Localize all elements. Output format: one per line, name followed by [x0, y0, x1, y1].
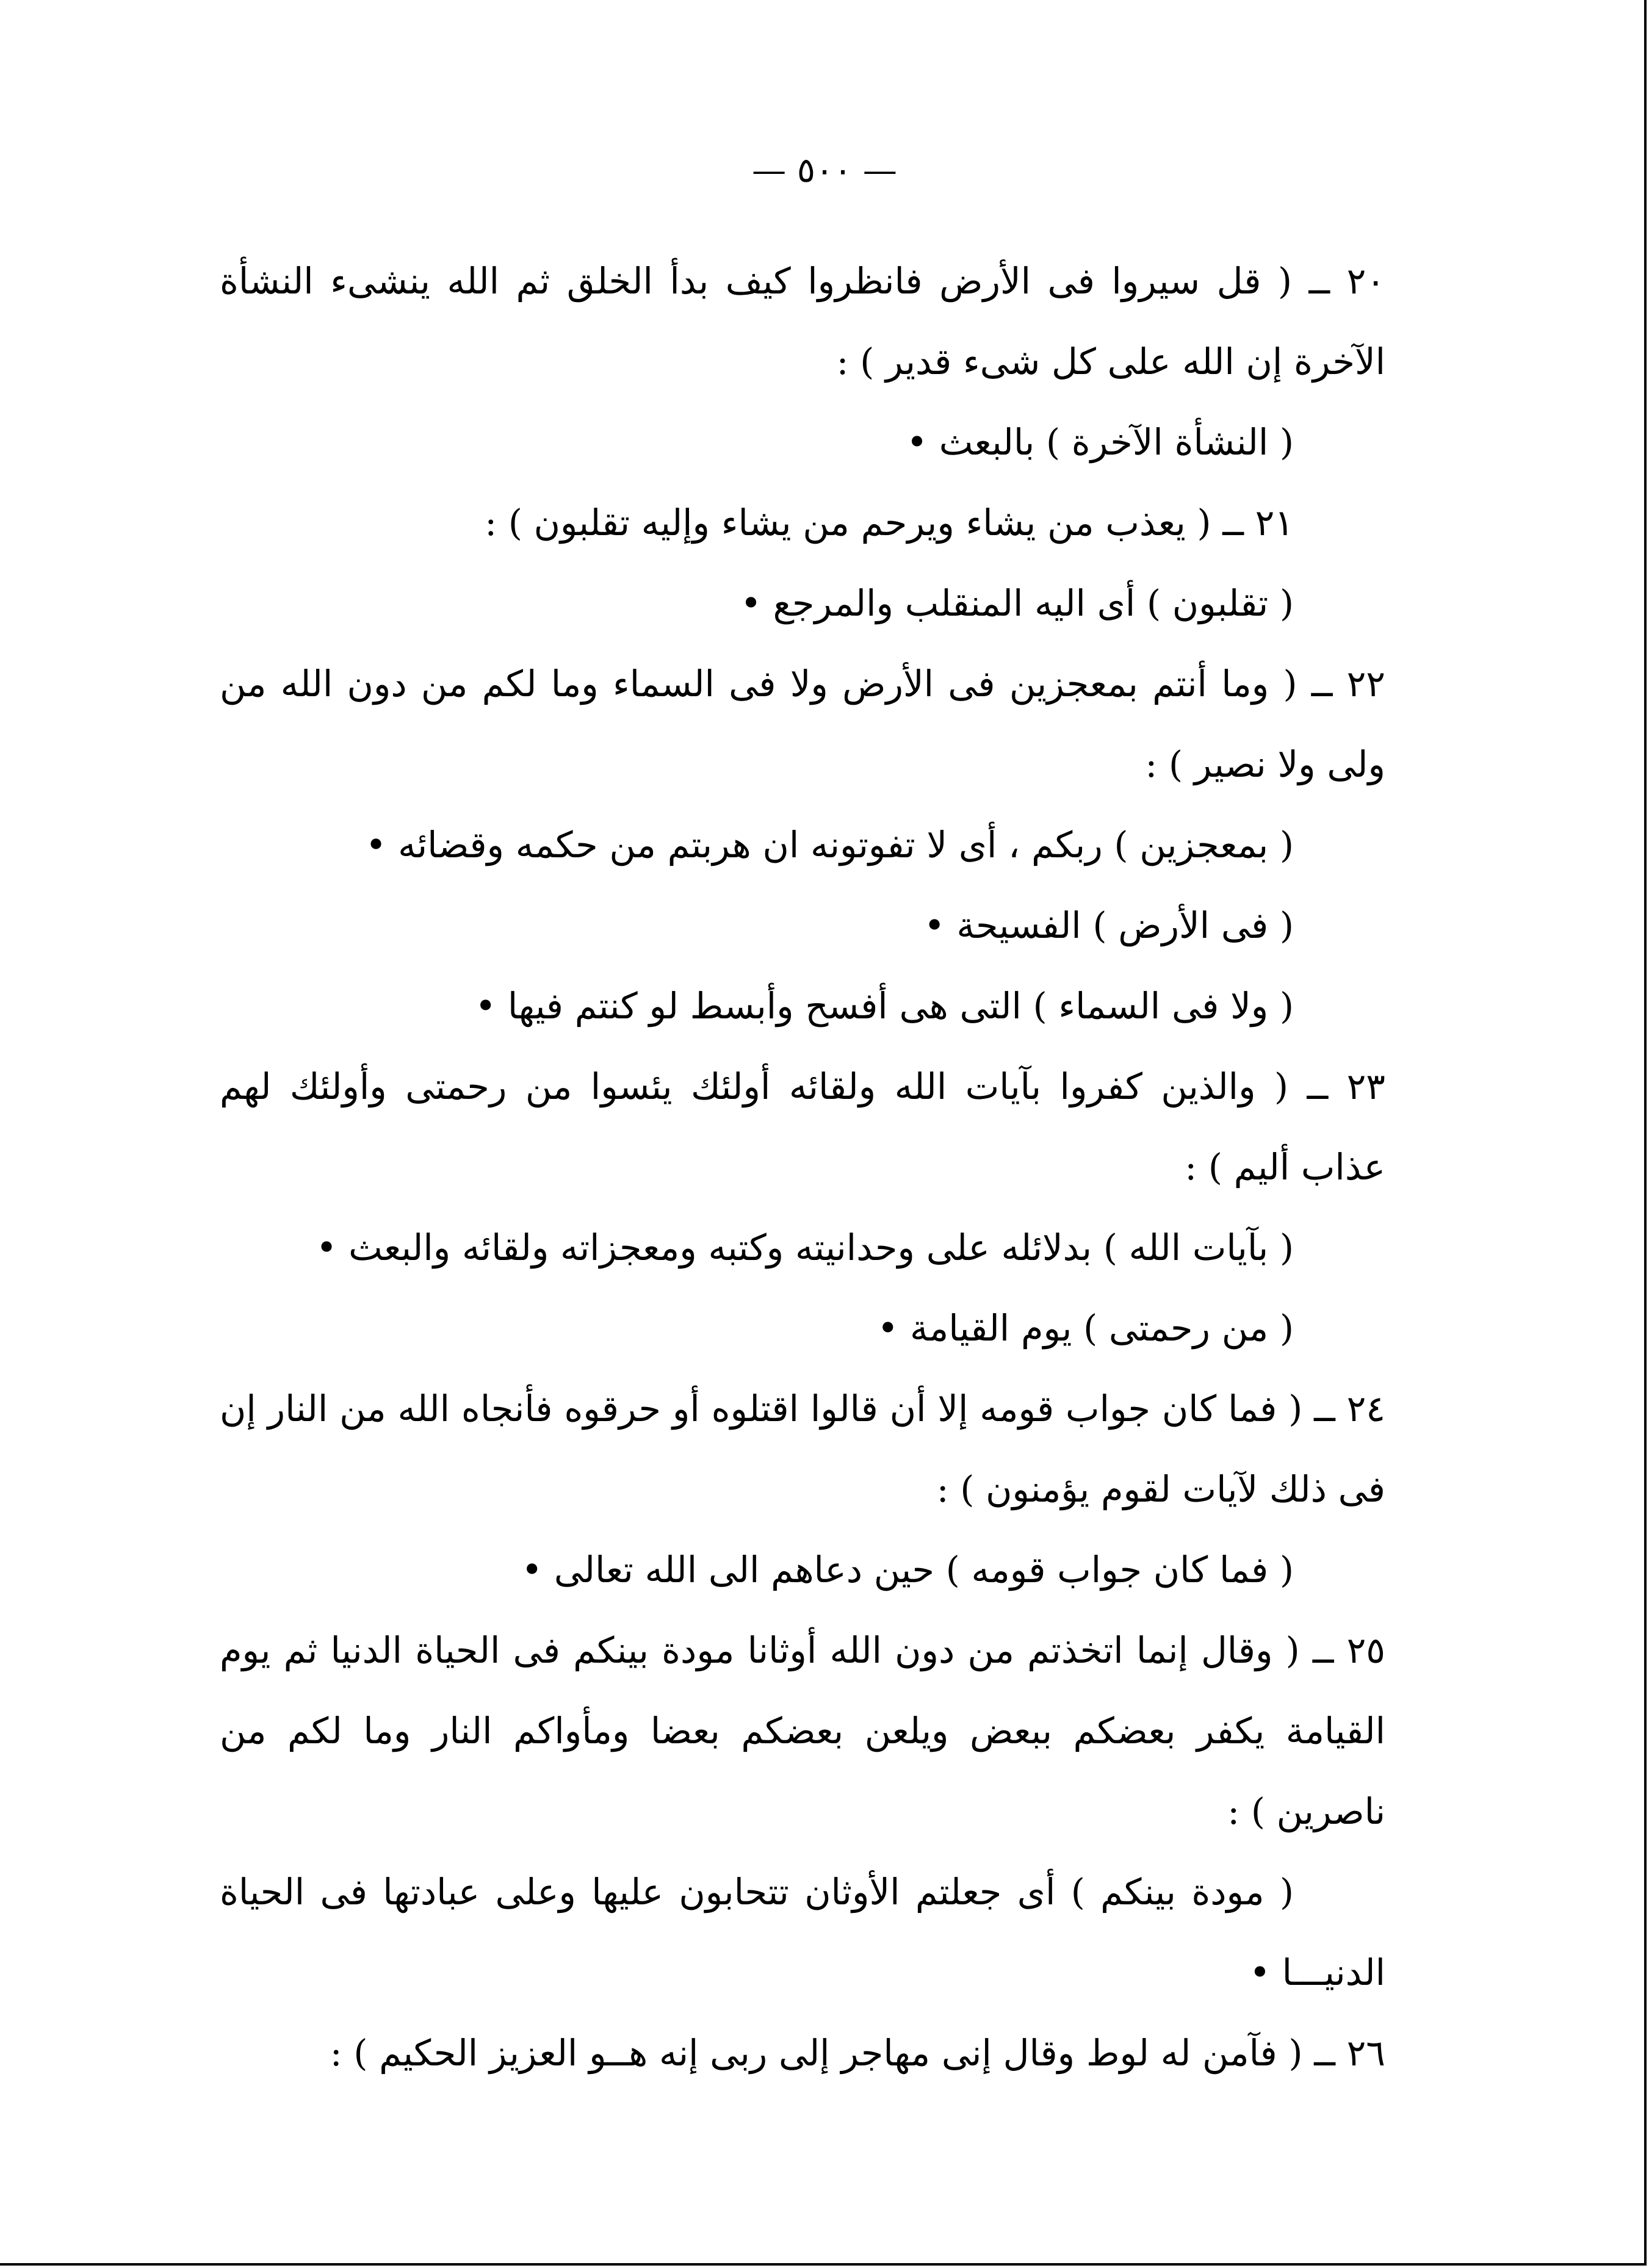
gloss-line: ( النشأة الآخرة ) بالبعث •	[906, 421, 1294, 463]
gloss-line: ( بمعجزين ) ربكم ، أى لا تفوتونه ان هربتم من حكمه وقضائه •	[365, 824, 1294, 866]
gloss-line: ( تقلبون ) أى اليه المنقلب والمرجع •	[740, 582, 1294, 624]
verse-25: ٢٥ ــ ( وقال إنما اتخذتم من دون الله أوثانا مودة بينكم فى الحياة الدنيا ثم يوم القيامة يكفر بعضكم ببعض ويلعن بعضكم بعضا ومأواكم النار وما لكم من ناصرين ) :	[220, 1629, 1385, 1832]
verse-24: ٢٤ ــ ( فما كان جواب قومه إلا أن قالوا اقتلوه أو حرقوه فأنجاه الله من النار إن فى ذلك لآيات لقوم يؤمنون ) :	[220, 1388, 1385, 1510]
verse-26: ٢٦ ــ ( فآمن له لوط وقال إنى مهاجر إلى ربى إنه هــو العزيز الحكيم ) :	[330, 2032, 1385, 2074]
page-number: — ٥٠٠ —	[752, 151, 897, 190]
gloss-line: ( ولا فى السماء ) التى هى أفسح وأبسط لو كنتم فيها •	[475, 985, 1294, 1027]
gloss-line: ( فى الأرض ) الفسيحة •	[923, 904, 1294, 946]
verse-23: ٢٣ ــ ( والذين كفروا بآيات الله ولقائه أولئك يئسوا من رحمتى وأولئك لهم عذاب أليم ) :	[220, 1065, 1385, 1188]
gloss-line: ( من رحمتى ) يوم القيامة •	[877, 1307, 1294, 1349]
verse-21: ٢١ ــ ( يعذب من يشاء ويرحم من يشاء وإليه تقلبون ) :	[485, 502, 1294, 544]
gloss-line: ( فما كان جواب قومه ) حين دعاهم الى الله تعالى •	[521, 1549, 1294, 1591]
verse-20: ٢٠ ــ ( قل سيروا فى الأرض فانظروا كيف بدأ الخلق ثم الله ينشىء النشأة الآخرة إن الله على كل شىء قدير ) :	[220, 260, 1385, 383]
body-text	[220, 241, 1385, 2093]
gloss-line: ( بآيات الله ) بدلائله على وحدانيته وكتبه ومعجزاته ولقائه والبعث •	[316, 1226, 1294, 1269]
verse-22: ٢٢ ــ ( وما أنتم بمعجزين فى الأرض ولا فى السماء وما لكم من دون الله من ولى ولا نصير ) :	[220, 663, 1385, 785]
gloss-paragraph: ( مودة بينكم ) أى جعلتم الأوثان تتحابون عليها وعلى عبادتها فى الحياة الدنيـــا •	[220, 1871, 1385, 1993]
